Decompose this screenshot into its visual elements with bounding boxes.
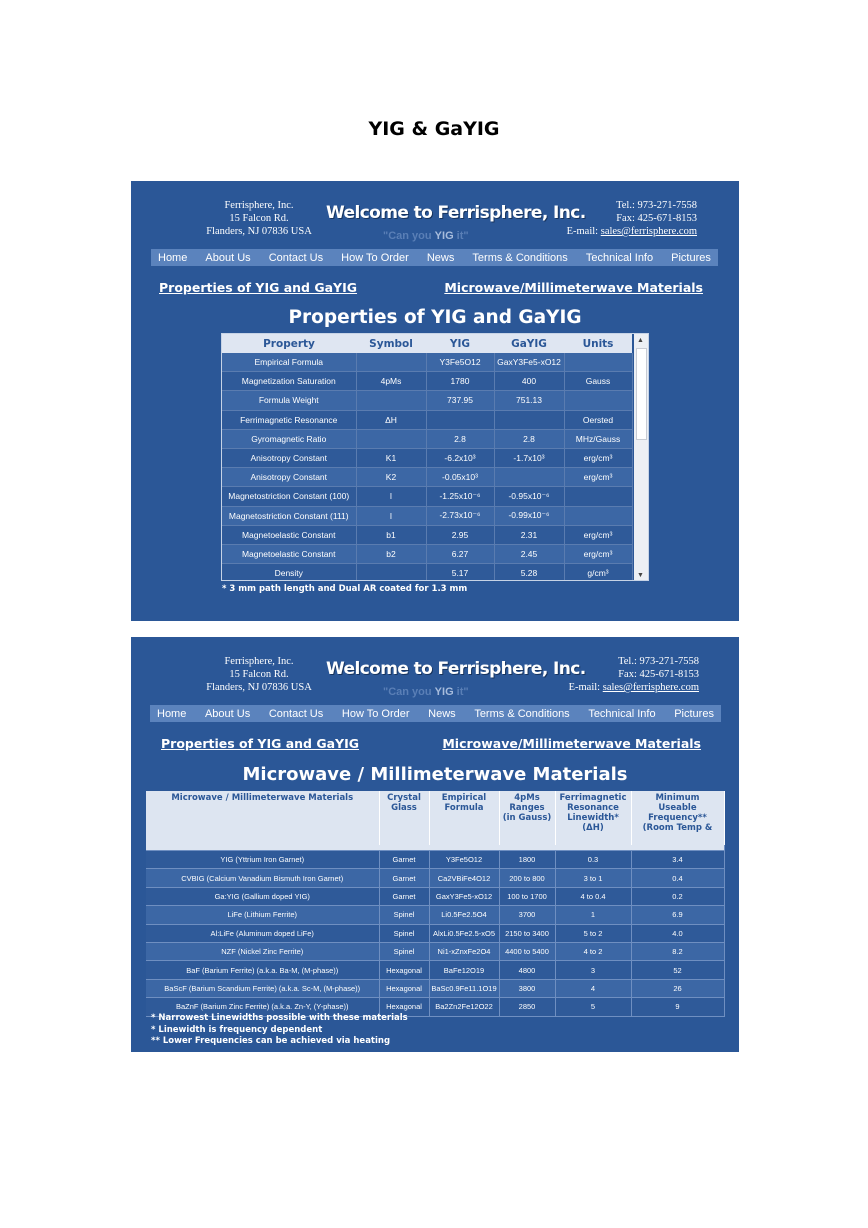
material-cell: NZF (Nickel Zinc Ferrite) <box>146 942 379 960</box>
col-header: Units <box>564 334 632 353</box>
gayig-cell: 2.45 <box>494 544 564 563</box>
crystal-cell: Hexagonal <box>379 979 429 997</box>
yig-cell: 1780 <box>426 372 494 391</box>
table-row <box>222 410 632 429</box>
material-cell: Ga:YIG (Gallium doped YIG) <box>146 887 379 905</box>
slogan-text: it" <box>453 230 469 242</box>
formula-cell: GaxY3Fe5-xO12 <box>429 887 499 905</box>
formula-cell: BaFe12O19 <box>429 961 499 979</box>
link-materials[interactable]: Microwave/Millimeterwave Materials <box>444 280 703 295</box>
magnetization-cell: 1800 <box>499 851 555 869</box>
crystal-cell: Spinel <box>379 906 429 924</box>
table-row <box>222 429 632 448</box>
table-row <box>146 906 724 924</box>
col-header-line: Useable <box>658 803 697 813</box>
crystal-cell: Hexagonal <box>379 998 429 1016</box>
property-cell: Anisotropy Constant <box>222 468 356 487</box>
col-header-line: Minimum <box>655 793 700 803</box>
magnetization-cell: 4400 to 5400 <box>499 942 555 960</box>
section-links <box>159 280 703 295</box>
frequency-cell: 52 <box>631 961 724 979</box>
formula-cell: Ni1-xZnxFe2O4 <box>429 942 499 960</box>
nav-contact-us[interactable]: Contact Us <box>268 251 324 264</box>
gayig-cell <box>494 410 564 429</box>
table-row <box>222 544 632 563</box>
symbol-cell: b1 <box>356 525 426 544</box>
units-cell: g/cm³ <box>564 564 632 581</box>
linewidth-cell: 3 <box>555 961 631 979</box>
footnote: ** Lower Frequencies can be achieved via heating <box>151 1036 391 1046</box>
scroll-thumb[interactable] <box>636 348 647 440</box>
welcome-banner: Welcome to Ferrisphere, Inc. <box>326 203 586 223</box>
yig-cell: 2.8 <box>426 429 494 448</box>
col-header: Property <box>222 334 356 353</box>
table-row <box>222 564 632 581</box>
units-cell <box>564 391 632 410</box>
magnetization-cell: 2850 <box>499 998 555 1016</box>
nav-news[interactable]: News <box>428 707 456 720</box>
linewidth-cell: 5 <box>555 998 631 1016</box>
col-header <box>499 791 555 845</box>
table-row <box>222 468 632 487</box>
nav-home[interactable]: Home <box>158 251 188 264</box>
col-header <box>555 791 631 845</box>
properties-table <box>221 333 649 581</box>
scroll-up-icon[interactable]: ▲ <box>637 337 644 344</box>
property-cell: Gyromagnetic Ratio <box>222 429 356 448</box>
units-cell: erg/cm³ <box>564 525 632 544</box>
gayig-cell: 400 <box>494 372 564 391</box>
yig-cell: 5.17 <box>426 564 494 581</box>
yig-cell: 737.95 <box>426 391 494 410</box>
yig-cell: -0.05x10³ <box>426 468 494 487</box>
frequency-cell: 0.4 <box>631 869 724 887</box>
phone: Tel.: 973-271-7558 <box>616 200 697 211</box>
symbol-cell: b2 <box>356 544 426 563</box>
col-header <box>429 791 499 845</box>
linewidth-cell: 0.3 <box>555 851 631 869</box>
gayig-cell <box>494 468 564 487</box>
table-scrollbar[interactable] <box>634 334 648 580</box>
nav-bar <box>151 249 718 266</box>
footnote: * Narrowest Linewidths possible with these materials <box>151 1013 408 1023</box>
symbol-cell <box>356 353 426 372</box>
property-cell: Magnetostriction Constant (111) <box>222 506 356 525</box>
material-cell: LiFe (Lithium Ferrite) <box>146 906 379 924</box>
linewidth-cell: 4 to 0.4 <box>555 887 631 905</box>
units-cell <box>564 506 632 525</box>
col-header <box>379 791 429 845</box>
crystal-cell: Spinel <box>379 942 429 960</box>
nav-about-us[interactable]: About Us <box>205 251 251 264</box>
nav-about-us[interactable]: About Us <box>204 707 251 720</box>
gayig-cell: GaxY3Fe5-xO12 <box>494 353 564 372</box>
gayig-cell: 751.13 <box>494 391 564 410</box>
magnetization-cell: 4800 <box>499 961 555 979</box>
nav-bar <box>150 705 721 722</box>
address-line: Ferrisphere, Inc. <box>224 200 294 211</box>
table-row <box>146 869 724 887</box>
gayig-cell: -1.7x10³ <box>494 448 564 467</box>
nav-home[interactable]: Home <box>157 707 187 720</box>
gayig-cell: 2.8 <box>494 429 564 448</box>
col-header: Symbol <box>356 334 426 353</box>
nav-contact-us[interactable]: Contact Us <box>268 707 324 720</box>
col-header-line: (ΔH) <box>582 823 604 833</box>
frequency-cell: 4.0 <box>631 924 724 942</box>
col-header <box>146 791 379 845</box>
col-header: YIG <box>426 334 494 353</box>
col-header-line: Ranges <box>509 803 545 813</box>
magnetization-cell: 3800 <box>499 979 555 997</box>
email-label: E-mail: <box>566 226 601 237</box>
section-links <box>161 736 701 751</box>
contact-info <box>567 199 697 238</box>
col-header: GaYIG <box>494 334 564 353</box>
col-header <box>631 791 724 845</box>
crystal-cell: Hexagonal <box>379 961 429 979</box>
gayig-cell: 2.31 <box>494 525 564 544</box>
gayig-cell: -0.99x10⁻⁶ <box>494 506 564 525</box>
nav-how-to-order[interactable]: How To Order <box>341 251 409 264</box>
table-row <box>222 372 632 391</box>
link-materials[interactable]: Microwave/Millimeterwave Materials <box>442 736 701 751</box>
symbol-cell <box>356 564 426 581</box>
property-cell: Magnetostriction Constant (100) <box>222 487 356 506</box>
nav-terms[interactable]: Terms & Conditions <box>472 251 568 264</box>
col-header-line: Linewidth* <box>567 813 619 823</box>
link-properties[interactable]: Properties of YIG and GaYIG <box>161 736 360 751</box>
col-header-line: Empirical <box>441 793 487 803</box>
units-cell: MHz/Gauss <box>564 429 632 448</box>
footnote: * 3 mm path length and Dual AR coated for 1.3 mm <box>222 584 468 594</box>
units-cell: erg/cm³ <box>564 544 632 563</box>
address-line: Flanders, NJ 07836 USA <box>206 226 312 237</box>
table-row <box>146 924 724 942</box>
material-cell: Al:LiFe (Aluminum doped LiFe) <box>146 924 379 942</box>
col-header-line: Frequency** <box>648 813 707 823</box>
nav-terms[interactable]: Terms & Conditions <box>474 707 570 720</box>
col-header-line: (Room Temp & <box>642 823 713 833</box>
slogan-bold: YIG <box>434 230 454 242</box>
property-cell: Density <box>222 564 356 581</box>
property-cell: Empirical Formula <box>222 353 356 372</box>
table-row <box>222 448 632 467</box>
magnetization-cell: 200 to 800 <box>499 869 555 887</box>
document-title: YIG & GaYIG <box>368 118 500 140</box>
magnetization-cell: 2150 to 3400 <box>499 924 555 942</box>
magnetization-cell: 3700 <box>499 906 555 924</box>
units-cell <box>564 487 632 506</box>
company-address <box>199 199 319 238</box>
yig-cell: -2.73x10⁻⁶ <box>426 506 494 525</box>
slogan-text: "Can you <box>383 686 435 698</box>
linewidth-cell: 4 <box>555 979 631 997</box>
units-cell <box>564 353 632 372</box>
table-row <box>146 851 724 869</box>
symbol-cell: K1 <box>356 448 426 467</box>
formula-cell: AlxLi0.5Fe2.5-xO5 <box>429 924 499 942</box>
properties-screenshot <box>131 181 739 621</box>
frequency-cell: 3.4 <box>631 851 724 869</box>
page-title: Properties of YIG and GaYIG <box>288 307 582 328</box>
table-row <box>146 961 724 979</box>
yig-cell: 2.95 <box>426 525 494 544</box>
scroll-down-icon[interactable]: ▼ <box>637 572 644 579</box>
linewidth-cell: 5 to 2 <box>555 924 631 942</box>
site-header <box>131 181 739 251</box>
materials-screenshot <box>131 637 739 1052</box>
material-cell: YIG (Yttrium Iron Garnet) <box>146 851 379 869</box>
property-cell: Anisotropy Constant <box>222 448 356 467</box>
formula-cell: Ba2Zn2Fe12O22 <box>429 998 499 1016</box>
nav-pictures[interactable]: Pictures <box>671 251 711 264</box>
yig-cell: 6.27 <box>426 544 494 563</box>
yig-cell: -1.25x10⁻⁶ <box>426 487 494 506</box>
col-header-line: Formula <box>444 803 484 813</box>
property-cell: Magnetization Saturation <box>222 372 356 391</box>
crystal-cell: Garnet <box>379 887 429 905</box>
company-address <box>199 655 319 694</box>
col-header-line: Resonance <box>567 803 619 813</box>
col-header-line: Ferrimagnetic <box>559 793 627 803</box>
welcome-banner: Welcome to Ferrisphere, Inc. <box>326 659 586 679</box>
slogan <box>383 230 469 242</box>
linewidth-cell: 3 to 1 <box>555 869 631 887</box>
linewidth-cell: 1 <box>555 906 631 924</box>
gayig-cell: -0.95x10⁻⁶ <box>494 487 564 506</box>
col-header-line: Microwave / Millimeterwave Materials <box>171 793 354 803</box>
nav-news[interactable]: News <box>426 251 455 264</box>
table-row <box>222 353 632 372</box>
symbol-cell: ΔH <box>356 410 426 429</box>
symbol-cell: l <box>356 506 426 525</box>
linewidth-cell: 4 to 2 <box>555 942 631 960</box>
crystal-cell: Garnet <box>379 851 429 869</box>
property-cell: Magnetoelastic Constant <box>222 544 356 563</box>
nav-technical-info[interactable]: Technical Info <box>588 707 656 720</box>
symbol-cell <box>356 429 426 448</box>
material-cell: BaZnF (Barium Zinc Ferrite) (a.k.a. Zn-Y, (Y-phase)) <box>146 998 379 1016</box>
col-header-line: Glass <box>391 803 417 813</box>
col-header-line: (in Gauss) <box>502 813 552 823</box>
symbol-cell <box>356 391 426 410</box>
material-cell: BaScF (Barium Scandium Ferrite) (a.k.a. Sc-M, (M-phase)) <box>146 979 379 997</box>
yig-cell <box>426 410 494 429</box>
formula-cell: BaSc0.9Fe11.1O19 <box>429 979 499 997</box>
nav-pictures[interactable]: Pictures <box>674 707 714 720</box>
symbol-cell: K2 <box>356 468 426 487</box>
nav-how-to-order[interactable]: How To Order <box>341 707 410 720</box>
frequency-cell: 8.2 <box>631 942 724 960</box>
property-cell: Ferrimagnetic Resonance <box>222 410 356 429</box>
slogan-text: "Can you <box>383 230 435 242</box>
property-cell: Magnetoelastic Constant <box>222 525 356 544</box>
magnetization-cell: 100 to 1700 <box>499 887 555 905</box>
crystal-cell: Spinel <box>379 924 429 942</box>
table-row <box>146 887 724 905</box>
slogan <box>383 686 469 698</box>
property-cell: Formula Weight <box>222 391 356 410</box>
address-line: 15 Falcon Rd. <box>229 213 289 224</box>
fax: Fax: 425-671-8153 <box>616 213 697 224</box>
nav-technical-info[interactable]: Technical Info <box>585 251 654 264</box>
formula-cell: Y3Fe5O12 <box>429 851 499 869</box>
contact-info <box>569 655 699 694</box>
table-row <box>222 487 632 506</box>
gayig-cell: 5.28 <box>494 564 564 581</box>
frequency-cell: 0.2 <box>631 887 724 905</box>
site-header <box>131 637 739 707</box>
formula-cell: Ca2VBiFe4O12 <box>429 869 499 887</box>
units-cell: Gauss <box>564 372 632 391</box>
yig-cell: Y3Fe5O12 <box>426 353 494 372</box>
footnote: * Linewidth is frequency dependent <box>151 1024 323 1035</box>
address-line: Ferrisphere, Inc. <box>224 656 294 667</box>
col-header-line: Crystal <box>387 793 421 803</box>
table-row <box>222 525 632 544</box>
materials-table <box>146 791 724 1017</box>
formula-cell: Li0.5Fe2.5O4 <box>429 906 499 924</box>
table-row <box>222 506 632 525</box>
frequency-cell: 26 <box>631 979 724 997</box>
table-row <box>146 942 724 960</box>
page-title: Microwave / Millimeterwave Materials <box>242 764 628 785</box>
footnotes <box>151 1013 408 1048</box>
frequency-cell: 6.9 <box>631 906 724 924</box>
slogan-bold: YIG <box>434 686 454 698</box>
units-cell: erg/cm³ <box>564 468 632 487</box>
symbol-cell: l <box>356 487 426 506</box>
email-link[interactable]: sales@ferrisphere.com <box>602 682 699 693</box>
phone: Tel.: 973-271-7558 <box>618 656 699 667</box>
material-cell: CVBIG (Calcium Vanadium Bismuth Iron Garnet) <box>146 869 379 887</box>
address-line: 15 Falcon Rd. <box>229 669 289 680</box>
units-cell: erg/cm³ <box>564 448 632 467</box>
slogan-text: it" <box>453 686 469 698</box>
symbol-cell: 4pMs <box>356 372 426 391</box>
link-properties[interactable]: Properties of YIG and GaYIG <box>159 280 358 295</box>
email-link[interactable]: sales@ferrisphere.com <box>600 226 697 237</box>
fax: Fax: 425-671-8153 <box>618 669 699 680</box>
address-line: Flanders, NJ 07836 USA <box>206 682 312 693</box>
yig-cell: -6.2x10³ <box>426 448 494 467</box>
crystal-cell: Garnet <box>379 869 429 887</box>
frequency-cell: 9 <box>631 998 724 1016</box>
table-row <box>146 979 724 997</box>
col-header-line: 4pMs <box>514 793 540 803</box>
email-label: E-mail: <box>568 682 603 693</box>
table-row <box>222 391 632 410</box>
units-cell: Oersted <box>564 410 632 429</box>
material-cell: BaF (Barium Ferrite) (a.k.a. Ba-M, (M-phase)) <box>146 961 379 979</box>
